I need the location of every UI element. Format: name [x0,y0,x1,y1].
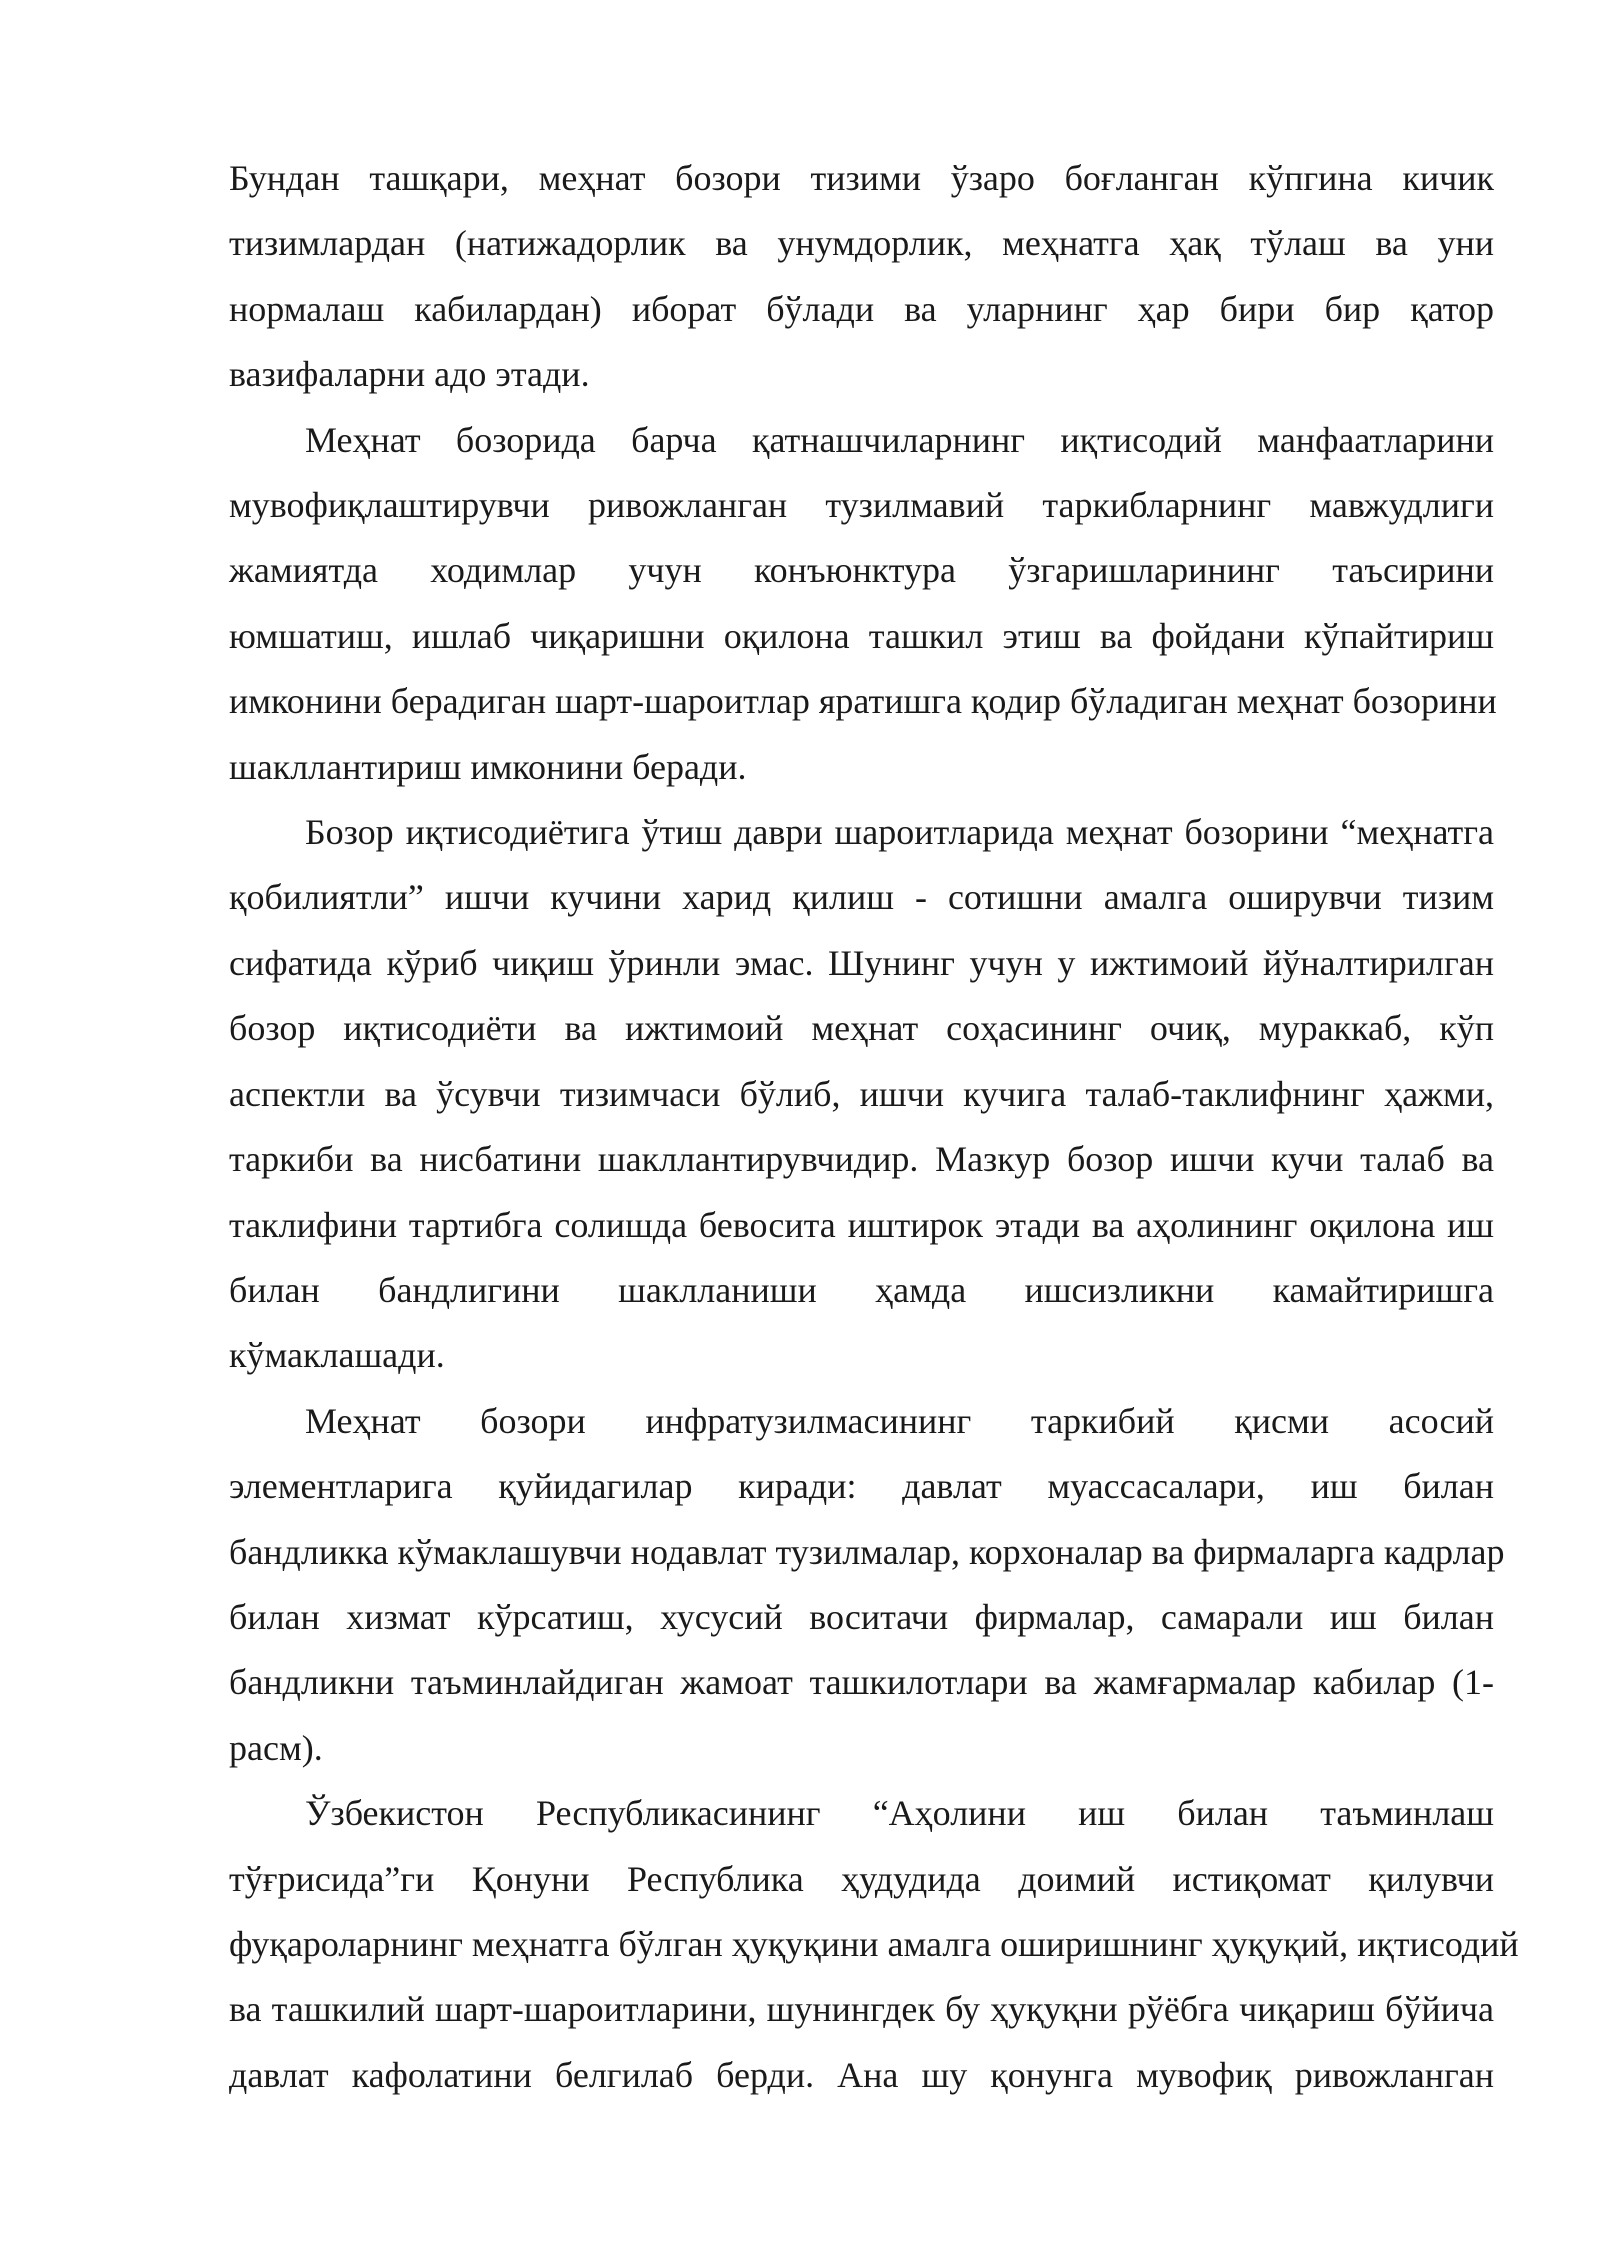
text-line: нормалаш кабилардан) иборат бўлади ва уларнинг ҳар бири бир қатор [229,288,1494,329]
text-line: Бундан ташқари, меҳнат бозори тизими ўзаро боғланган кўпгина кичик [229,158,1494,198]
text-line: таркиби ва нисбатини шакллантирувчидир. Мазкур бозор ишчи кучи талаб ва [229,1139,1494,1180]
text-line: тўғрисида”ги Қонуни Республика ҳудудида доимий истиқомат қилувчи [229,1858,1494,1899]
text-line: фуқароларнинг меҳнатга бўлган ҳуқуқини амалга оширишнинг ҳуқуқий, иқтисодий [229,1923,1519,1964]
text-line: имконини берадиган шарт-шароитлар яратишга қодир бўладиган меҳнат бозорини [229,681,1497,722]
text-line: таклифини тартибга солишда бевосита иштирок этади ва аҳолининг оқилона иш [229,1204,1494,1245]
text-line: расм). [229,1727,323,1768]
text-line: билан бандлигини шаклланиши ҳамда ишсизликни камайтиришга [229,1269,1494,1310]
text-line: Меҳнат бозори инфратузилмасининг таркибий қисми асосий [305,1400,1494,1441]
text-line: мувофиқлаштирувчи ривожланган тузилмавий таркибларнинг мавжудлиги [229,485,1494,526]
paragraph [229,1389,1505,1781]
text-line: элементларига қуйидагилар киради: давлат муассасалари, иш билан [229,1466,1494,1507]
document-body [229,146,1519,2108]
text-line: кўмаклашади. [229,1335,445,1376]
paragraph [229,1781,1519,2108]
text-line: Бозор иқтисодиётига ўтиш даври шароитларида меҳнат бозорини “меҳнатга [305,812,1494,853]
paragraph [229,408,1497,800]
text-line: тизимлардан (натижадорлик ва унумдорлик, меҳнатга ҳақ тўлаш ва уни [229,223,1494,264]
text-line: қобилиятли” ишчи кучини харид қилиш - сотишни амалга оширувчи тизим [229,877,1494,918]
text-line: бозор иқтисодиёти ва ижтимоий меҳнат соҳасининг очиқ, мураккаб, кўп [229,1008,1494,1049]
text-line: бандликка кўмаклашувчи нодавлат тузилмалар, корхоналар ва фирмаларга кадрлар [229,1531,1505,1572]
paragraph [229,800,1494,1389]
text-line: билан хизмат кўрсатиш, хусусий воситачи фирмалар, самарали иш билан [229,1596,1494,1637]
text-line: давлат кафолатини белгилаб берди. Ана шу қонунга мувофиқ ривожланган [229,2054,1494,2095]
text-line: аспектли ва ўсувчи тизимчаси бўлиб, ишчи кучига талаб-таклифнинг ҳажми, [229,1073,1494,1114]
text-line: юмшатиш, ишлаб чиқаришни оқилона ташкил этиш ва фойдани кўпайтириш [229,615,1494,656]
text-line: вазифаларни адо этади. [229,354,590,395]
text-line: бандликни таъминлайдиган жамоат ташкилотлари ва жамғармалар кабилар (1- [229,1662,1494,1703]
paragraph [229,146,1494,408]
text-line: шакллантириш имконини беради. [229,746,747,787]
text-line: Ўзбекистон Республикасининг “Аҳолини иш билан таъминлаш [305,1793,1494,1834]
text-line: сифатида кўриб чиқиш ўринли эмас. Шунинг учун у ижтимоий йўналтирилган [229,942,1494,983]
text-line: Меҳнат бозорида барча қатнашчиларнинг иқтисодий манфаатларини [305,419,1494,460]
text-line: ва ташкилий шарт-шароитларини, шунингдек бу ҳуқуқни рўёбга чиқариш бўйича [229,1989,1494,2030]
text-line: жамиятда ходимлар учун конъюнктура ўзгаришларининг таъсирини [229,550,1494,591]
